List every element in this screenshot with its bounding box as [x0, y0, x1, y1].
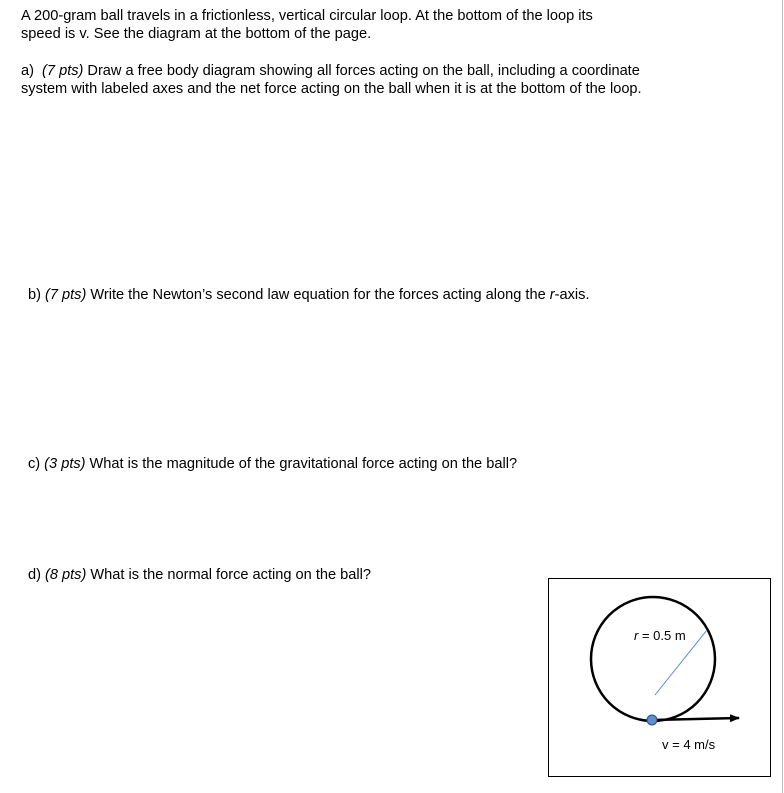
intro-line-1: A 200-gram ball travels in a frictionless, vertical circular loop. At the bottom of the loop its: [21, 8, 593, 24]
question-b: [28, 286, 590, 304]
loop-diagram: [548, 578, 771, 777]
question-a-line-1: [21, 62, 761, 80]
question-a-text-2: system with labeled axes and the net force acting on the ball when it is at the bottom of the loop.: [21, 81, 642, 97]
question-d-text: What is the normal force acting on the ball?: [90, 567, 372, 583]
question-b-points: (7 pts): [44, 287, 87, 303]
question-b-label: b): [28, 287, 41, 303]
intro-line-2: speed is v. See the diagram at the bottom of the page.: [21, 26, 372, 42]
question-b-text-before: Write the Newton’s second law equation for the forces acting along the: [90, 287, 550, 303]
radius-value: = 0.5 m: [638, 628, 686, 643]
question-c-points: (3 pts): [44, 456, 86, 472]
radius-variable: r: [634, 628, 639, 643]
problem-intro: [21, 7, 721, 43]
velocity-label: v = 4 m/s: [662, 737, 716, 752]
question-d-points: (8 pts): [44, 567, 87, 583]
question-a-text-1: Draw a free body diagram showing all forces acting on the ball, including a coordinate: [87, 63, 640, 79]
page-right-border: [782, 0, 783, 793]
question-c-label: c): [28, 456, 41, 472]
question-c-text: What is the magnitude of the gravitational force acting on the ball?: [89, 456, 518, 472]
question-a: [21, 62, 761, 98]
question-d-label: d): [28, 567, 41, 583]
question-b-axis: r: [549, 287, 555, 303]
loop-circle: [591, 597, 715, 721]
velocity-arrow: [652, 718, 739, 720]
question-c: [28, 455, 517, 473]
question-d: [28, 566, 371, 584]
question-b-text-after: -axis.: [554, 287, 590, 303]
loop-diagram-svg: [549, 579, 772, 778]
question-a-label: a): [21, 63, 34, 79]
question-a-points: (7 pts): [42, 63, 84, 79]
radius-label: [634, 628, 686, 643]
ball: [647, 715, 657, 725]
